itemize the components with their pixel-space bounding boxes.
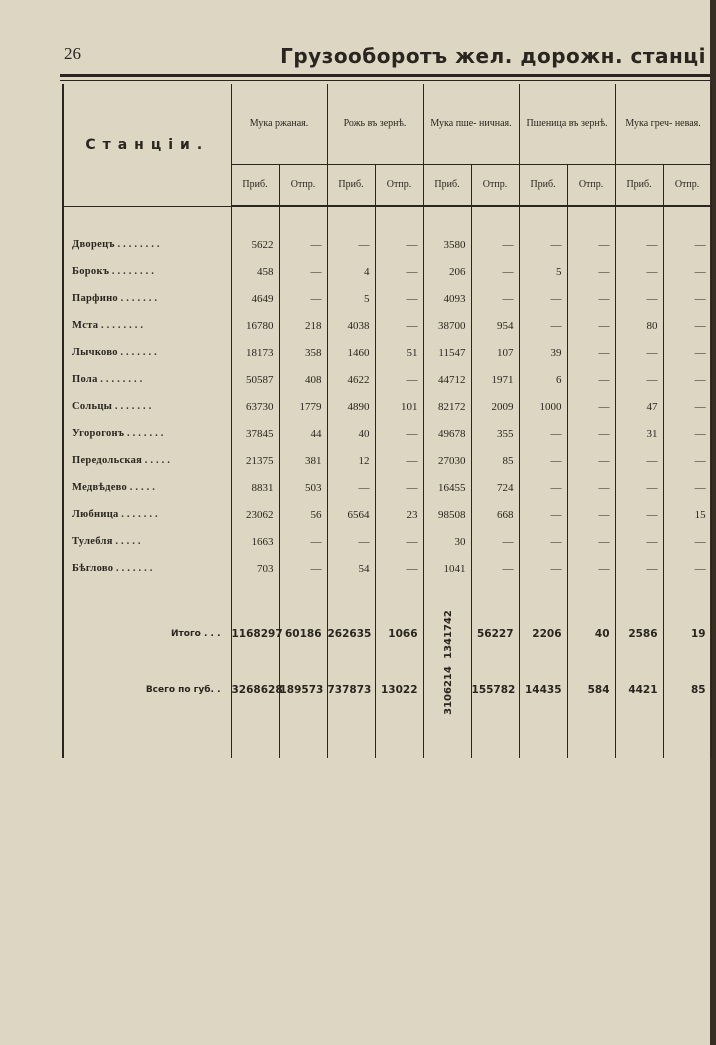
value-cell: —: [375, 366, 423, 393]
value-cell: 21375: [231, 447, 279, 474]
value-cell: 56: [279, 501, 327, 528]
value-cell: 85: [471, 447, 519, 474]
total-value-cell: 4421: [615, 662, 663, 718]
value-cell: —: [567, 339, 615, 366]
total-value-cell: 19: [663, 606, 711, 662]
station-name-cell: [63, 312, 231, 339]
value-cell: —: [375, 474, 423, 501]
station-name-cell: [63, 528, 231, 555]
value-cell: —: [519, 231, 567, 258]
value-cell: 16455: [423, 474, 471, 501]
header-rule-thin: [60, 80, 716, 81]
value-cell: —: [567, 258, 615, 285]
total-value-cell: 3268628: [231, 662, 279, 718]
subheader-arrived: Приб.: [423, 165, 471, 207]
value-cell: 54: [327, 555, 375, 582]
station-name-cell: [63, 339, 231, 366]
value-cell: 4093: [423, 285, 471, 312]
table-row: [63, 501, 711, 528]
station-name: Мста: [72, 320, 99, 331]
value-cell: 6: [519, 366, 567, 393]
value-cell: 4038: [327, 312, 375, 339]
value-cell: —: [663, 231, 711, 258]
total-value-cell: 13022: [375, 662, 423, 718]
value-cell: 358: [279, 339, 327, 366]
leader-dots: .....: [115, 536, 144, 547]
leader-dots: .......: [114, 401, 155, 412]
value-cell: —: [519, 420, 567, 447]
value-cell: 218: [279, 312, 327, 339]
station-name: Сольцы: [72, 401, 113, 412]
subheader-dispatched: Отпр.: [375, 165, 423, 207]
total-value-cell: 40: [567, 606, 615, 662]
subheader-dispatched: Отпр.: [567, 165, 615, 207]
total-label: Всего по губ. .: [63, 662, 231, 718]
value-cell: 39: [519, 339, 567, 366]
value-cell: —: [327, 231, 375, 258]
value-cell: —: [663, 393, 711, 420]
value-cell: 50587: [231, 366, 279, 393]
leader-dots: .......: [126, 428, 167, 439]
table-row: [63, 555, 711, 582]
total-value-cell: 14435: [519, 662, 567, 718]
total-value-cell: [423, 606, 471, 662]
value-cell: 12: [327, 447, 375, 474]
value-cell: 27030: [423, 447, 471, 474]
table-row: [63, 366, 711, 393]
subheader-dispatched: Отпр.: [663, 165, 711, 207]
value-cell: 101: [375, 393, 423, 420]
station-name: Пола: [72, 374, 98, 385]
subheader-arrived: Приб.: [615, 165, 663, 207]
value-cell: —: [471, 555, 519, 582]
station-name: Дворецъ: [72, 239, 115, 250]
value-cell: —: [567, 366, 615, 393]
station-name-cell: [63, 366, 231, 393]
table-row: [63, 474, 711, 501]
table-row: [63, 420, 711, 447]
station-name: Бѣглово: [72, 563, 114, 574]
leader-dots: ........: [111, 266, 157, 277]
page-title: Грузооборотъ жел. дорожн. станці: [280, 44, 706, 68]
table-row: [63, 285, 711, 312]
value-cell: —: [375, 231, 423, 258]
total-row: [63, 606, 711, 662]
value-cell: —: [615, 339, 663, 366]
value-cell: —: [663, 285, 711, 312]
value-cell: —: [519, 501, 567, 528]
station-name-cell: [63, 501, 231, 528]
value-cell: 40: [327, 420, 375, 447]
value-cell: —: [279, 285, 327, 312]
value-cell: —: [567, 501, 615, 528]
value-cell: 98508: [423, 501, 471, 528]
leader-dots: .......: [121, 509, 161, 520]
value-cell: 38700: [423, 312, 471, 339]
subheader-arrived: Приб.: [327, 165, 375, 207]
subheader-arrived: Приб.: [519, 165, 567, 207]
value-cell: 668: [471, 501, 519, 528]
freight-table: [62, 84, 712, 758]
spacer-row: [63, 206, 711, 231]
station-name: Любница: [72, 509, 119, 520]
value-cell: 703: [231, 555, 279, 582]
value-cell: —: [279, 555, 327, 582]
station-name-cell: [63, 393, 231, 420]
value-cell: —: [471, 231, 519, 258]
value-cell: 44: [279, 420, 327, 447]
value-cell: —: [519, 285, 567, 312]
leader-dots: .......: [120, 293, 160, 304]
station-name: Борокъ: [72, 266, 110, 277]
group-header-wheat-flour: Мука пше- ничная.: [423, 84, 519, 165]
station-name-cell: [63, 474, 231, 501]
value-cell: —: [375, 420, 423, 447]
value-cell: —: [663, 258, 711, 285]
leader-dots: .....: [144, 455, 173, 466]
value-cell: 82172: [423, 393, 471, 420]
value-cell: 381: [279, 447, 327, 474]
total-value-cell: 60186: [279, 606, 327, 662]
value-cell: —: [375, 555, 423, 582]
value-cell: 1000: [519, 393, 567, 420]
value-cell: —: [663, 447, 711, 474]
total-value-cell: 262635: [327, 606, 375, 662]
value-cell: —: [519, 447, 567, 474]
value-cell: 6564: [327, 501, 375, 528]
leader-dots: ........: [100, 320, 146, 331]
spacer-row: [63, 582, 711, 606]
value-cell: —: [567, 528, 615, 555]
value-cell: 15: [663, 501, 711, 528]
station-name-cell: [63, 285, 231, 312]
value-cell: —: [471, 528, 519, 555]
value-cell: 355: [471, 420, 519, 447]
station-name-cell: [63, 447, 231, 474]
leader-dots: ........: [100, 374, 146, 385]
value-cell: —: [567, 393, 615, 420]
station-name: Тулебля: [72, 536, 113, 547]
value-cell: 4622: [327, 366, 375, 393]
value-cell: 49678: [423, 420, 471, 447]
value-cell: —: [567, 474, 615, 501]
value-cell: 1971: [471, 366, 519, 393]
station-name: Угорогонъ: [72, 428, 125, 439]
total-value-cell: 2586: [615, 606, 663, 662]
value-cell: 23062: [231, 501, 279, 528]
subheader-arrived: Приб.: [231, 165, 279, 207]
leader-dots: ........: [117, 239, 163, 250]
value-cell: —: [279, 231, 327, 258]
total-value-cell: 584: [567, 662, 615, 718]
station-name-cell: [63, 420, 231, 447]
value-cell: —: [567, 312, 615, 339]
value-cell: —: [615, 258, 663, 285]
value-cell: 4: [327, 258, 375, 285]
value-cell: 18173: [231, 339, 279, 366]
table-row: [63, 312, 711, 339]
value-cell: 80: [615, 312, 663, 339]
value-cell: 31: [615, 420, 663, 447]
value-cell: —: [327, 528, 375, 555]
value-cell: 37845: [231, 420, 279, 447]
value-cell: 5: [519, 258, 567, 285]
value-cell: 1779: [279, 393, 327, 420]
value-cell: 5622: [231, 231, 279, 258]
value-cell: 724: [471, 474, 519, 501]
value-cell: 23: [375, 501, 423, 528]
value-cell: —: [279, 258, 327, 285]
value-cell: —: [375, 258, 423, 285]
province-total-row: [63, 662, 711, 718]
value-cell: 3580: [423, 231, 471, 258]
leader-dots: .....: [129, 482, 158, 493]
value-cell: —: [375, 528, 423, 555]
value-cell: 1041: [423, 555, 471, 582]
value-cell: —: [663, 366, 711, 393]
value-cell: 954: [471, 312, 519, 339]
value-cell: 4649: [231, 285, 279, 312]
value-cell: —: [375, 312, 423, 339]
value-cell: 408: [279, 366, 327, 393]
value-cell: 8831: [231, 474, 279, 501]
total-value-vertical: 3106214: [442, 666, 454, 715]
value-cell: —: [663, 474, 711, 501]
station-name-cell: [63, 258, 231, 285]
value-cell: 30: [423, 528, 471, 555]
station-name: Парфино: [72, 293, 118, 304]
group-header-rye-grain: Рожь въ зернѣ.: [327, 84, 423, 165]
group-header-wheat-grain: Пшеница въ зернѣ.: [519, 84, 615, 165]
subheader-dispatched: Отпр.: [279, 165, 327, 207]
total-value-cell: 1168297: [231, 606, 279, 662]
header-rule: [60, 74, 716, 77]
value-cell: —: [279, 528, 327, 555]
station-name-cell: [63, 555, 231, 582]
total-value-cell: 56227: [471, 606, 519, 662]
subheader-dispatched: Отпр.: [471, 165, 519, 207]
total-value-cell: 1066: [375, 606, 423, 662]
station-column-header: Станціи.: [63, 84, 231, 206]
value-cell: —: [615, 474, 663, 501]
value-cell: —: [615, 528, 663, 555]
table-row: [63, 258, 711, 285]
leader-dots: .......: [120, 347, 160, 358]
value-cell: —: [519, 312, 567, 339]
total-value-cell: [423, 662, 471, 718]
value-cell: —: [567, 285, 615, 312]
total-label: Итого . . .: [63, 606, 231, 662]
value-cell: 206: [423, 258, 471, 285]
value-cell: —: [567, 447, 615, 474]
value-cell: 44712: [423, 366, 471, 393]
total-value-cell: 85: [663, 662, 711, 718]
station-name-cell: [63, 231, 231, 258]
spacer-row: [63, 718, 711, 758]
table-row: [63, 447, 711, 474]
total-value-cell: 155782: [471, 662, 519, 718]
value-cell: —: [615, 501, 663, 528]
value-cell: 503: [279, 474, 327, 501]
value-cell: —: [567, 231, 615, 258]
value-cell: 1663: [231, 528, 279, 555]
value-cell: 5: [327, 285, 375, 312]
value-cell: —: [615, 447, 663, 474]
table-row: [63, 339, 711, 366]
value-cell: —: [567, 555, 615, 582]
station-name: Лычково: [72, 347, 118, 358]
value-cell: —: [615, 231, 663, 258]
value-cell: 107: [471, 339, 519, 366]
value-cell: —: [663, 555, 711, 582]
value-cell: 458: [231, 258, 279, 285]
value-cell: 51: [375, 339, 423, 366]
value-cell: —: [471, 285, 519, 312]
value-cell: 4890: [327, 393, 375, 420]
value-cell: 16780: [231, 312, 279, 339]
station-name: Медвѣдево: [72, 482, 128, 493]
value-cell: —: [663, 339, 711, 366]
table-row: [63, 393, 711, 420]
table-row: [63, 231, 711, 258]
value-cell: —: [519, 528, 567, 555]
leader-dots: .......: [115, 563, 156, 574]
page-number: 26: [64, 44, 81, 63]
value-cell: 2009: [471, 393, 519, 420]
value-cell: —: [663, 528, 711, 555]
value-cell: —: [615, 285, 663, 312]
total-value-cell: 189573: [279, 662, 327, 718]
total-value-cell: 2206: [519, 606, 567, 662]
value-cell: —: [327, 474, 375, 501]
group-header-buckwheat-flour: Мука греч- невая.: [615, 84, 711, 165]
total-value-cell: 737873: [327, 662, 375, 718]
group-header-rye-flour: Мука ржаная.: [231, 84, 327, 165]
station-name: Передольская: [72, 455, 143, 466]
value-cell: —: [663, 312, 711, 339]
value-cell: —: [471, 258, 519, 285]
value-cell: 1460: [327, 339, 375, 366]
value-cell: 47: [615, 393, 663, 420]
value-cell: —: [375, 285, 423, 312]
value-cell: 63730: [231, 393, 279, 420]
value-cell: —: [615, 366, 663, 393]
value-cell: —: [375, 447, 423, 474]
value-cell: 11547: [423, 339, 471, 366]
value-cell: —: [615, 555, 663, 582]
value-cell: —: [663, 420, 711, 447]
value-cell: —: [567, 420, 615, 447]
total-value-vertical: 1341742: [442, 610, 454, 659]
value-cell: —: [519, 555, 567, 582]
value-cell: —: [519, 474, 567, 501]
table-row: [63, 528, 711, 555]
